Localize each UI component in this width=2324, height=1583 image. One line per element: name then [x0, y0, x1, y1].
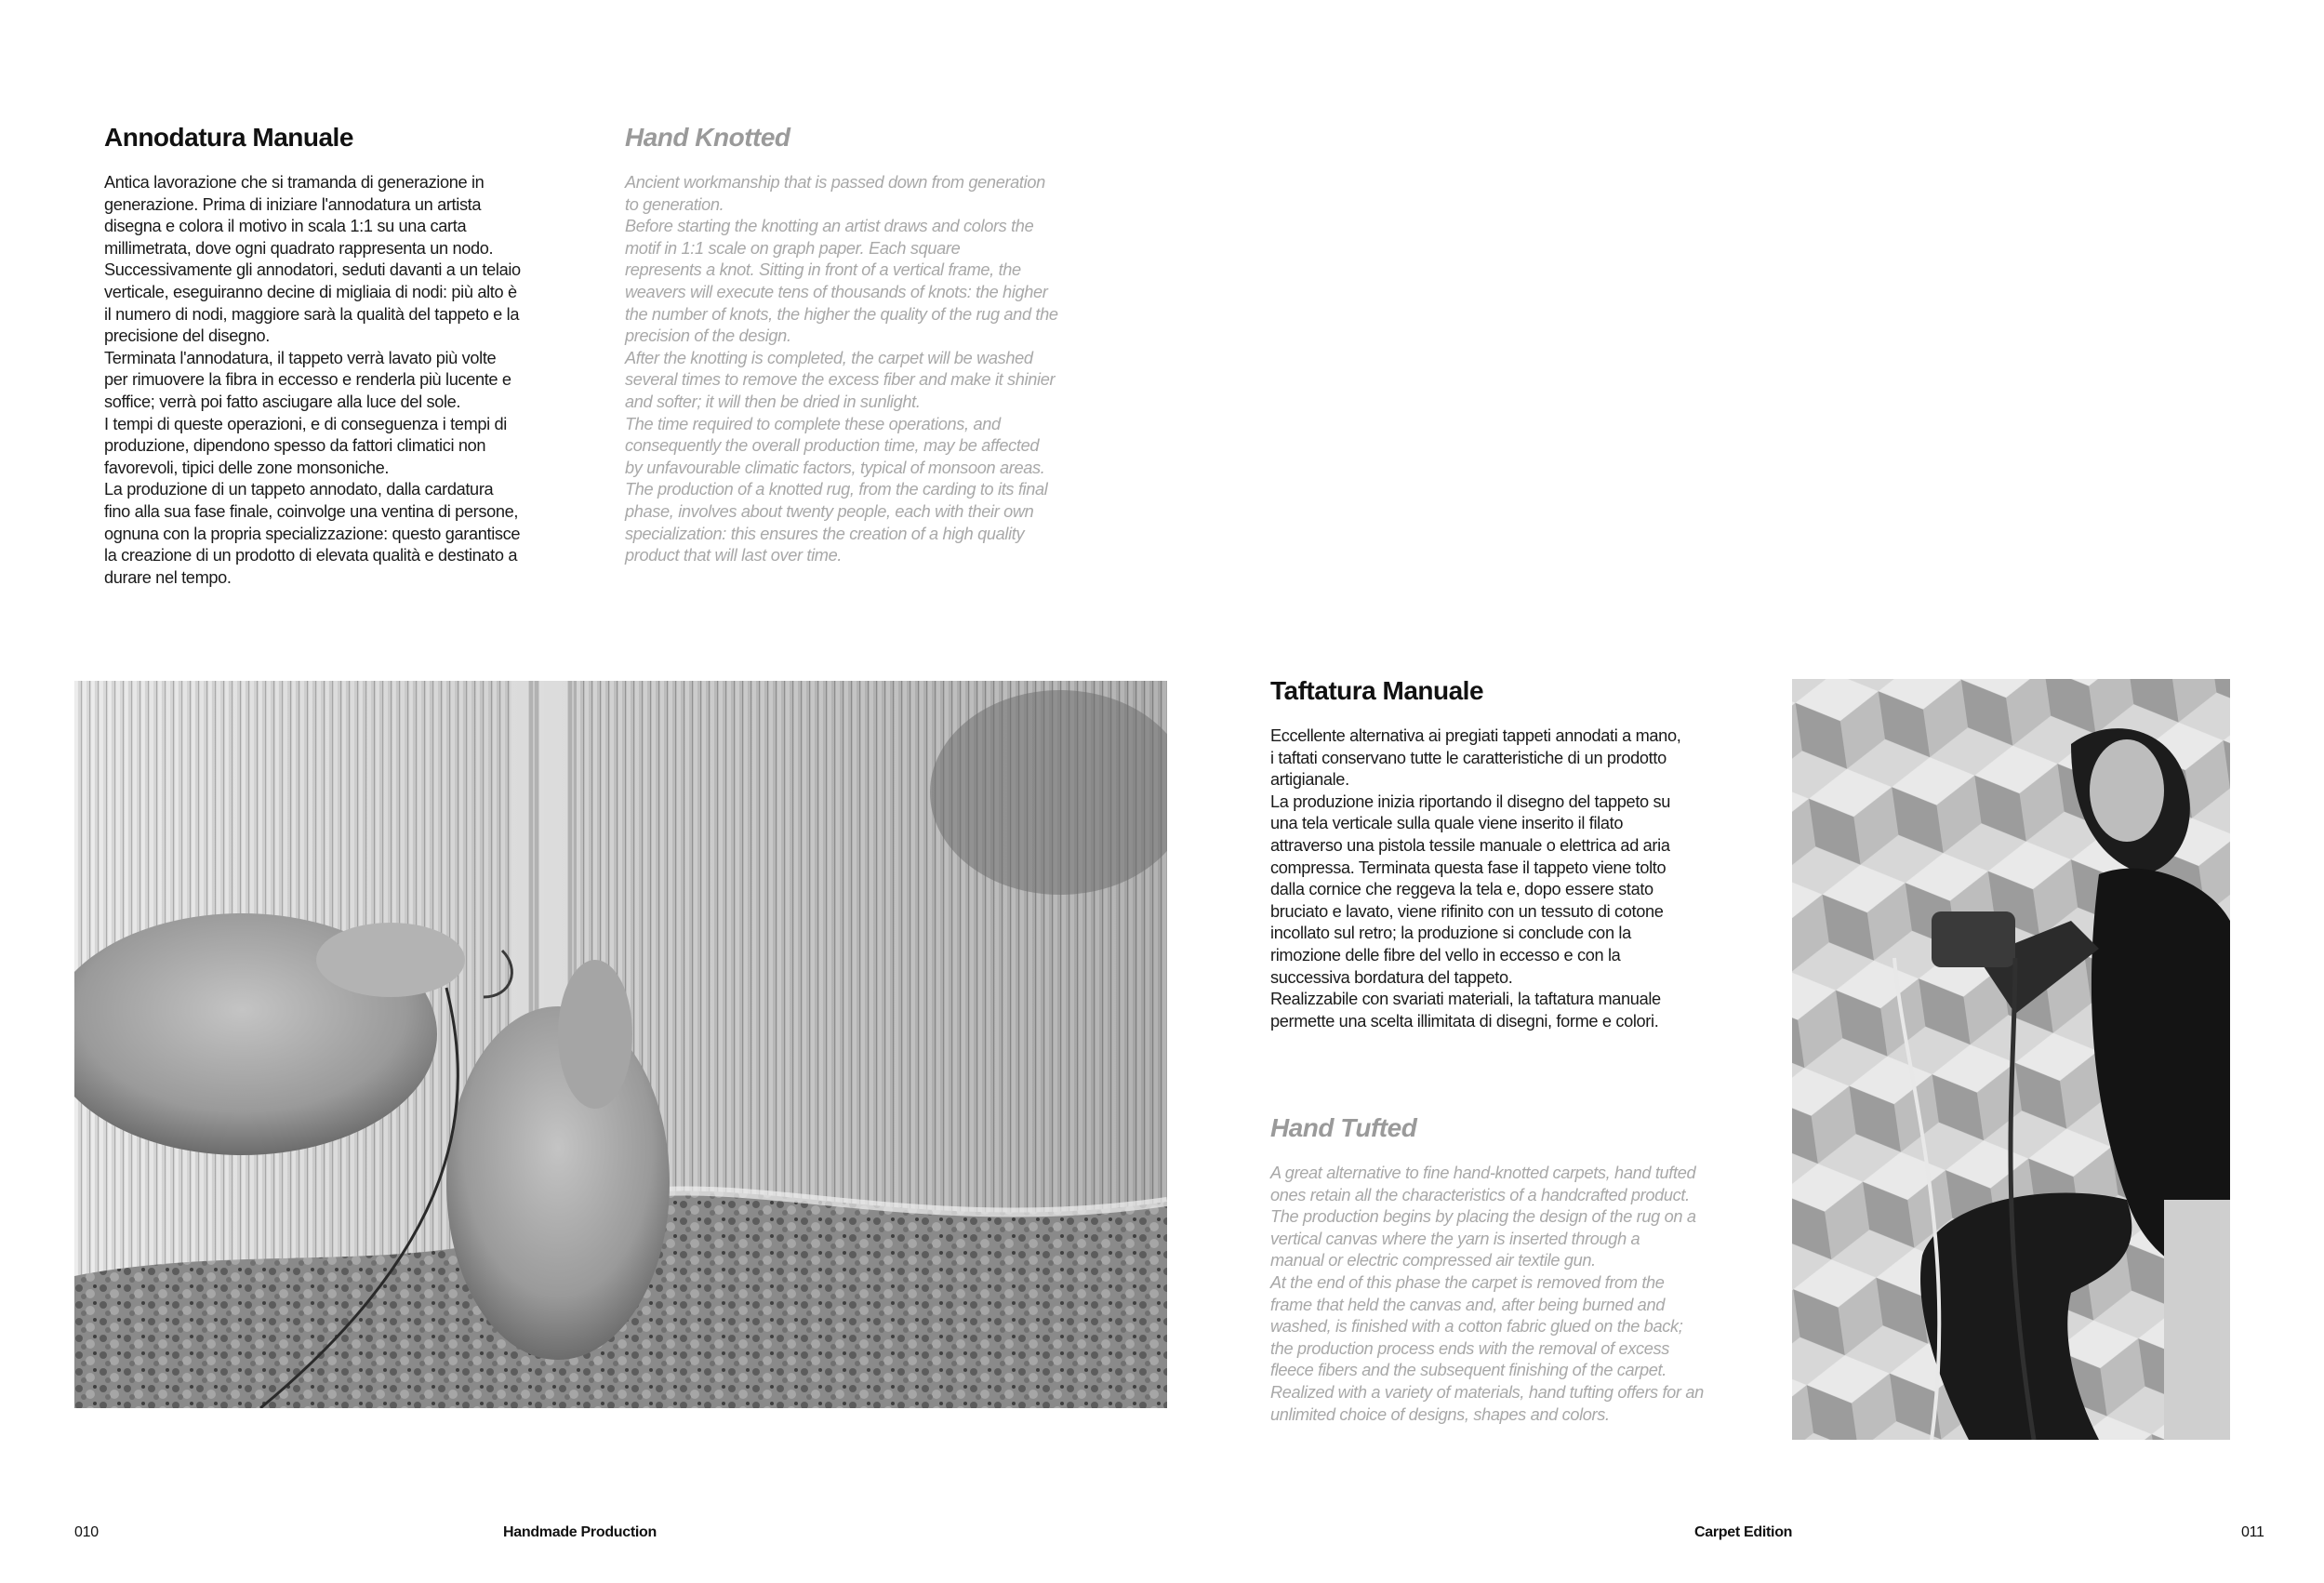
hand-tufting-image — [1792, 679, 2230, 1440]
hand-tufted-section — [1270, 1112, 1735, 1426]
hand-knotting-photo — [74, 681, 1167, 1408]
hand-knotting-image — [74, 681, 1167, 1408]
annodatura-title: Annodatura Manuale — [104, 123, 353, 152]
left-page-number: 010 — [74, 1524, 99, 1540]
annodatura-text: Antica lavorazione che si tramanda di generazione in generazione. Prima di iniziare l'annodatura un artista disegna e colora il motivo in scala 1:1 su una carta millimetrata, dove ogni quadrato rappresenta un nodo. Successivamente gli annodatori, seduti davanti a un telaio verticale, eseguiranno decine di migliaia di nodi: più alto è il numero di nodi, maggiore sarà la qualità del tappeto e la precisione del disegno. Terminata l'annodatura, il tappeto verrà lavato più volte per rimuovere la fibra in eccesso e renderla più lucente e soffice; verrà poi fatto asciugare alla luce del sole. I tempi di queste operazioni, e di conseguenza i tempi di produzione, dipendono spesso da fattori climatici non favorevoli, tipici delle zone monsoniche. La produzione di un tappeto annodato, dalla cardatura fino alla sua fase finale, coinvolge una ventina di persone, ognuna con la propria specializzazione: questo garantisce la creazione di un prodotto di elevata qualità e destinato a durare nel tempo. — [104, 173, 521, 587]
hand-tufted-text: A great alternative to fine hand-knotted carpets, hand tufted ones retain all the characteristics of a handcrafted product. The production begins by placing the design of the rug on a vertical canvas where the yarn is inserted through a manual or electric compressed air textile gun. At the end of this phase the carpet is removed from the frame that held the canvas and, after being burned and washed, is finished with a cotton fabric glued on the back; the production process ends with the removal of excess fleece fibers and the subsequent finishing of the carpet. Realized with a variety of materials, hand tufting offers for an unlimited choice of designs, shapes and colors. — [1270, 1164, 1704, 1424]
hand-tufting-photo — [1792, 679, 2230, 1440]
annodatura-section — [104, 122, 551, 589]
hand-knotted-title: Hand Knotted — [625, 123, 790, 152]
taftatura-title: Taftatura Manuale — [1270, 676, 1484, 705]
right-section-title: Carpet Edition — [1694, 1524, 1793, 1540]
hand-knotted-section — [625, 122, 1081, 567]
taftatura-section — [1270, 675, 1726, 1032]
hand-knotted-text: Ancient workmanship that is passed down from generation to generation. Before starting the knotting an artist draws and colors the motif in 1:1 scale on graph paper. Each square represents a knot. Sitting in front of a vertical frame, the weavers will execute tens of thousands of knots: the higher the number of knots, the higher the quality of the rug and the precision of the design. After the knotting is completed, the carpet will be washed several times to remove the excess fiber and make it shinier and softer; it will then be dried in sunlight. The time required to complete these operations, and consequently the overall production time, may be affected by unfavourable climatic factors, typical of monsoon areas. The production of a knotted rug, from the carding to its final phase, involves about twenty people, each with their own specialization: this ensures the creation of a high quality product that will last over time. — [625, 173, 1058, 565]
right-page-number: 011 — [2241, 1524, 2264, 1540]
taftatura-text: Eccellente alternativa ai pregiati tappeti annodati a mano, i taftati conservano tutte le caratteristiche di un prodotto artigianale. La produzione inizia riportando il disegno del tappeto su una tela verticale sulla quale viene inserito il filato attraverso una pistola tessile manuale o elettrica ad aria compressa. Terminata questa fase il tappeto viene tolto dalla cornice che reggeva la tela e, dopo essere stato bruciato e lavato, viene rifinito con un tessuto di cotone incollato sul retro; la produzione si conclude con la rimozione delle fibre del vello in eccesso e con la successiva bordatura del tappeto. Realizzabile con svariati materiali, la taftatura manuale permette una scelta illimitata di disegni, forme e colori. — [1270, 726, 1681, 1031]
hand-tufted-title: Hand Tufted — [1270, 1113, 1417, 1142]
left-section-title: Handmade Production — [503, 1524, 657, 1540]
